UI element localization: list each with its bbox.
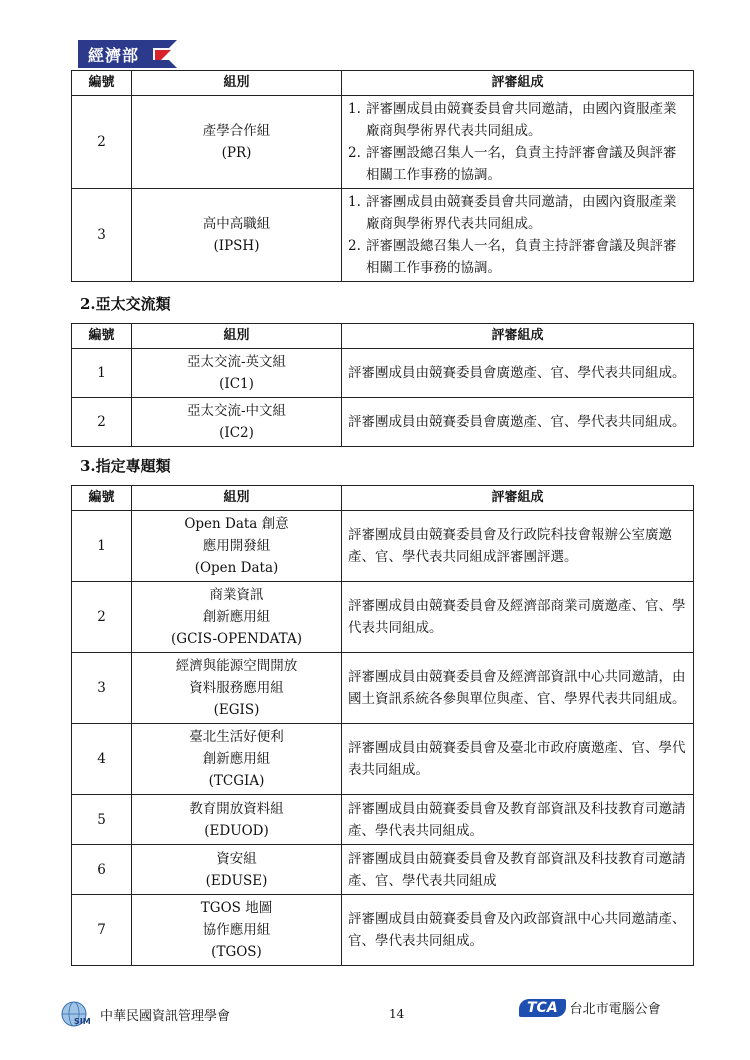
row-no: 5 <box>72 795 132 845</box>
col-header-no: 編號 <box>72 71 132 96</box>
table-row <box>72 724 694 795</box>
group-line: 高中高職組 <box>202 216 271 232</box>
group-line: 經濟與能源空間開放 <box>175 658 298 674</box>
col-header-jury: 評審組成 <box>342 324 694 349</box>
group-line: 亞太交流-中文組 <box>186 403 287 419</box>
group-line: (IPSH) <box>213 238 260 254</box>
row-group <box>132 511 342 582</box>
table-row <box>72 653 694 724</box>
group-line: Open Data 創意 <box>184 516 289 532</box>
row-group <box>132 653 342 724</box>
group-line: (EGIS) <box>213 702 260 718</box>
row-jury: 評審團成員由競賽委員會廣邀產、官、學代表共同組成。 <box>342 349 694 398</box>
col-header-group: 組別 <box>132 324 342 349</box>
section-title-designated-topics: 3.指定專題類 <box>80 457 171 475</box>
row-group <box>132 895 342 966</box>
table-row <box>72 349 694 398</box>
sim-globe-icon <box>60 1000 100 1028</box>
group-line: 資料服務應用組 <box>189 680 284 696</box>
group-line: (GCIS-OPENDATA) <box>171 631 302 647</box>
group-line: (IC1) <box>219 376 254 392</box>
row-jury: 評審團成員由競賽委員會及教育部資訊及科技教育司邀請產、學代表共同組成。 <box>342 795 694 845</box>
table-row <box>72 189 694 282</box>
group-line: (TCGIA) <box>208 773 265 789</box>
group-line: 應用開發組 <box>202 538 271 554</box>
group-line: 臺北生活好便利 <box>189 729 284 745</box>
col-header-jury: 評審組成 <box>342 71 694 96</box>
page-number: 14 <box>389 1007 405 1021</box>
group-line: (EDUSE) <box>205 872 268 889</box>
row-no: 2 <box>72 96 132 189</box>
group-line: (IC2) <box>219 425 254 441</box>
list-item: 2. 評審團設總召集人一名，負責主持評審會議及與評審相關工作事務的協調。 <box>348 145 677 183</box>
row-group <box>132 398 342 447</box>
row-no: 3 <box>72 189 132 282</box>
group-line: (PR) <box>221 145 252 161</box>
row-jury: 評審團成員由競賽委員會及經濟部商業司廣邀產、官、學代表共同組成。 <box>342 582 694 653</box>
row-group <box>132 96 342 189</box>
row-no: 3 <box>72 653 132 724</box>
group-line: 資安組 <box>216 850 257 867</box>
ministry-logo-mark-icon <box>147 40 177 68</box>
row-jury <box>342 96 694 189</box>
group-line: 協作應用組 <box>202 922 271 938</box>
group-line: (TGOS) <box>211 944 262 960</box>
ministry-logo-text: 經濟部 <box>78 40 147 68</box>
table-row <box>72 582 694 653</box>
table-row <box>72 895 694 966</box>
row-jury: 評審團成員由競賽委員會廣邀產、官、學代表共同組成。 <box>342 398 694 447</box>
row-jury: 評審團成員由競賽委員會及內政部資訊中心共同邀請產、官、學代表共同組成。 <box>342 895 694 966</box>
row-no: 7 <box>72 895 132 966</box>
group-line: 產學合作組 <box>202 123 271 139</box>
table-row <box>72 845 694 895</box>
footer-left-org: 中華民國資訊管理學會 <box>100 1008 231 1024</box>
group-line: TGOS 地圖 <box>200 900 273 916</box>
row-group <box>132 349 342 398</box>
group-line: 創新應用組 <box>202 609 271 625</box>
tca-logo: TCA <box>519 999 566 1017</box>
row-jury: 評審團成員由競賽委員會及經濟部資訊中心共同邀請，由國土資訊系統各參與單位與產、官、學界代表共同組成。 <box>342 653 694 724</box>
col-header-no: 編號 <box>72 486 132 511</box>
list-item: 2. 評審團設總召集人一名，負責主持評審會議及與評審相關工作事務的協調。 <box>348 238 677 276</box>
row-jury: 評審團成員由競賽委員會及臺北市政府廣邀產、官、學代表共同組成。 <box>342 724 694 795</box>
footer-tca <box>519 998 661 1017</box>
table-asia-pacific <box>71 323 694 447</box>
footer-right-org: 台北市電腦公會 <box>569 1002 661 1017</box>
group-line: (EDUOD) <box>204 822 269 839</box>
list-item: 1. 評審團成員由競賽委員會共同邀請，由國內資服產業廠商與學術界代表共同組成。 <box>348 101 677 139</box>
table-competition-groups-1 <box>71 70 694 282</box>
row-no: 6 <box>72 845 132 895</box>
table-row <box>72 795 694 845</box>
table-designated-topics <box>71 485 694 966</box>
row-no: 4 <box>72 724 132 795</box>
row-group <box>132 724 342 795</box>
ministry-logo <box>78 38 177 70</box>
col-header-no: 編號 <box>72 324 132 349</box>
row-no: 1 <box>72 511 132 582</box>
group-line: (Open Data) <box>194 560 279 576</box>
row-no: 2 <box>72 398 132 447</box>
group-line: 商業資訊 <box>209 587 264 603</box>
table-row <box>72 511 694 582</box>
sim-logo-text: SIM <box>74 1017 91 1026</box>
list-item: 1. 評審團成員由競賽委員會共同邀請，由國內資服產業廠商與學術界代表共同組成。 <box>348 194 677 232</box>
table-row <box>72 96 694 189</box>
row-jury <box>342 189 694 282</box>
row-jury: 評審團成員由競賽委員會及行政院科技會報辦公室廣邀產、官、學代表共同組成評審團評選。 <box>342 511 694 582</box>
row-group <box>132 582 342 653</box>
row-no: 1 <box>72 349 132 398</box>
table-row <box>72 398 694 447</box>
row-group <box>132 189 342 282</box>
row-jury: 評審團成員由競賽委員會及教育部資訊及科技教育司邀請產、官、學代表共同組成 <box>342 845 694 895</box>
group-line: 創新應用組 <box>202 751 271 767</box>
row-group <box>132 795 342 845</box>
col-header-group: 組別 <box>132 486 342 511</box>
footer-sim <box>60 1000 230 1028</box>
group-line: 亞太交流-英文組 <box>186 354 287 370</box>
row-no: 2 <box>72 582 132 653</box>
section-title-asia-pacific: 2.亞太交流類 <box>80 295 171 313</box>
col-header-jury: 評審組成 <box>342 486 694 511</box>
row-group <box>132 845 342 895</box>
group-line: 教育開放資料組 <box>189 800 284 817</box>
col-header-group: 組別 <box>132 71 342 96</box>
